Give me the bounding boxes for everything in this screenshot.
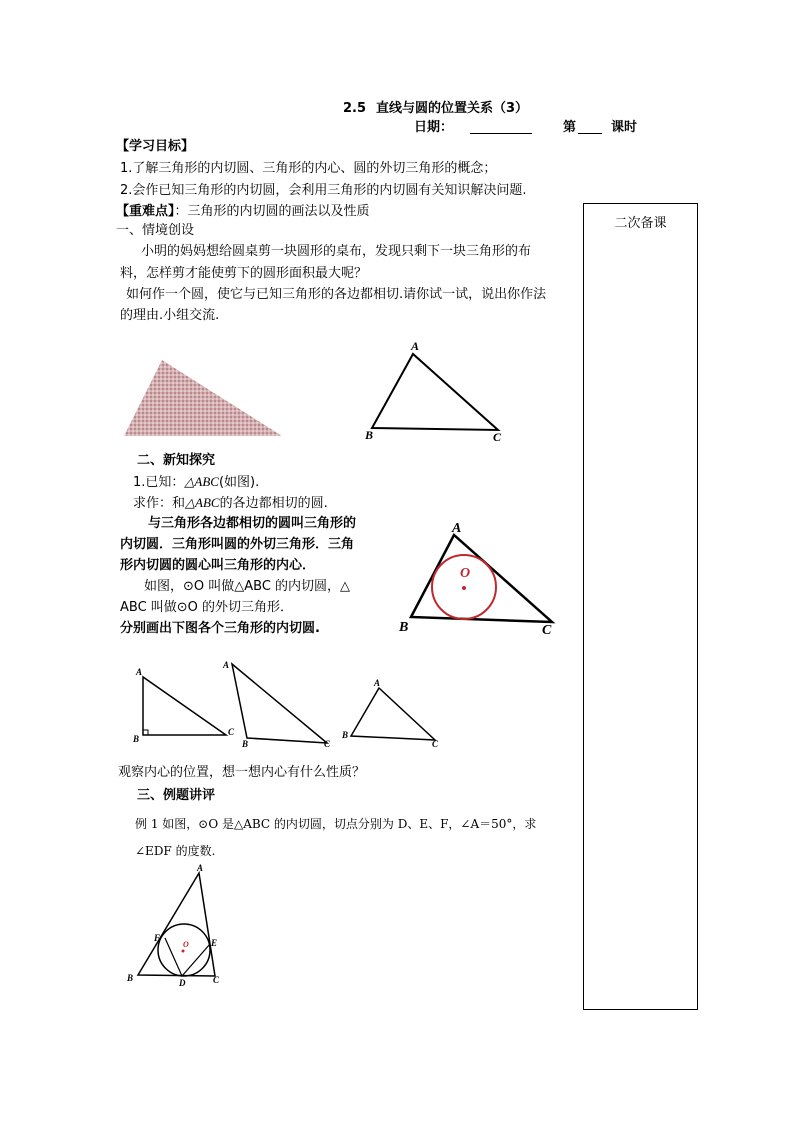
ex1-label-a: A bbox=[197, 863, 204, 873]
incircle-figure bbox=[390, 516, 565, 640]
practice-2-label-a: A bbox=[223, 660, 230, 670]
practice-triangle-2 bbox=[218, 655, 338, 749]
practice-triangle-2-outline bbox=[232, 664, 327, 743]
ex1-label-e: E bbox=[211, 938, 218, 948]
vertex-label-c-2: C bbox=[542, 623, 552, 638]
section-number: 2.5 bbox=[343, 101, 367, 116]
section1-heading: 一、情境创设 bbox=[116, 223, 195, 238]
practice-triangle-3-outline bbox=[351, 688, 435, 740]
period-prefix: 第 bbox=[563, 120, 577, 135]
second-lesson-prep-box bbox=[583, 203, 698, 1010]
practice-2-label-c: C bbox=[324, 739, 331, 749]
date-label: 日期： bbox=[414, 120, 454, 135]
observe-question: 观察内心的位置，想一想内心有什么性质？ bbox=[118, 765, 366, 780]
find-line bbox=[133, 494, 328, 513]
practice-3-label-c: C bbox=[432, 739, 439, 749]
triangle-abc-outline-1 bbox=[372, 354, 498, 430]
objective-item-2: 2.会作已知三角形的内切圆，会利用三角形的内切圆有关知识解决问题. bbox=[120, 183, 527, 198]
practice-1-label-a: A bbox=[136, 667, 143, 677]
given-prefix: 1.已知： bbox=[133, 475, 185, 490]
given-line bbox=[133, 473, 259, 492]
definition-line-3: 形内切圆的圆心叫三角形的内心． bbox=[120, 558, 316, 573]
vertex-label-b-2: B bbox=[399, 620, 409, 635]
example-line-1: 如图，⊙O 叫做△ABC 的内切圆，△ bbox=[144, 579, 351, 594]
practice-3-label-b: B bbox=[342, 730, 349, 740]
ex1-label-f: F bbox=[154, 933, 161, 943]
page-title: 直线与圆的位置关系（3） bbox=[376, 101, 529, 116]
ex1-label-b: B bbox=[127, 973, 134, 983]
period-suffix: 课时 bbox=[611, 120, 638, 135]
example1-line-2: ∠EDF 的度数. bbox=[135, 844, 216, 858]
definition-line-1: 与三角形各边都相切的圆叫三角形的 bbox=[148, 516, 357, 531]
incenter-dot bbox=[462, 586, 466, 590]
example1-figure bbox=[125, 862, 230, 992]
find-suffix: 的各边都相切的圆. bbox=[219, 496, 328, 511]
example1-center-dot bbox=[182, 950, 185, 953]
cloth-triangle-shape bbox=[124, 360, 282, 436]
practice-3-label-a: A bbox=[374, 678, 381, 688]
vertex-label-a-1: A bbox=[411, 339, 420, 353]
section1-para1-line1: 小明的妈妈想给圆桌剪一块圆形的桌布，发现只剩下一块三角形的布 bbox=[141, 244, 532, 259]
key-points-label: 【重难点】 bbox=[116, 204, 175, 219]
ex1-label-o: O bbox=[183, 940, 189, 949]
given-suffix: (如图). bbox=[218, 475, 260, 490]
key-points-text: ：三角形的内切圆的画法以及性质 bbox=[174, 204, 370, 219]
triangle-abc-figure-1 bbox=[360, 338, 520, 448]
objectives-heading: 【学习目标】 bbox=[116, 139, 195, 154]
vertex-label-b-1: B bbox=[365, 428, 374, 442]
example1-line-1: 例 1 如图，⊙O 是△ABC 的内切圆，切点分别为 D、E、F，∠A＝50°，求 bbox=[135, 817, 537, 831]
vertex-label-a-2: A bbox=[452, 521, 462, 536]
practice-1-label-c: C bbox=[228, 727, 235, 737]
side-box-title: 二次备课 bbox=[614, 216, 667, 231]
objective-item-1: 1.了解三角形的内切圆、三角形的内心、圆的外切三角形的概念； bbox=[120, 161, 497, 176]
given-triangle: △ABC bbox=[184, 474, 219, 489]
practice-triangle-3 bbox=[340, 676, 450, 752]
incenter-label-o: O bbox=[460, 566, 471, 581]
section1-para2-line1: 如何作一个圆，使它与已知三角形的各边都相切.请你试一试，说出你作法 bbox=[126, 287, 547, 302]
section1-para1-line2: 料，怎样剪才能使剪下的圆形面积最大呢？ bbox=[120, 266, 368, 281]
find-prefix: 求作：和 bbox=[133, 496, 186, 511]
key-points bbox=[116, 203, 370, 221]
triangle-cloth-image bbox=[118, 356, 288, 440]
practice-triangle-1-outline bbox=[143, 677, 226, 735]
date-blank[interactable] bbox=[470, 119, 532, 134]
section1-para2-line2: 的理由.小组交流. bbox=[120, 308, 220, 323]
definition-line-2: 内切圆．三角形叫圆的外切三角形．三角 bbox=[120, 537, 355, 552]
section2-heading: 二、新知探究 bbox=[137, 453, 216, 468]
section3-heading: 三、例题讲评 bbox=[137, 788, 216, 803]
practice-1-label-b: B bbox=[133, 734, 140, 744]
example-line-2: ABC 叫做⊙O 的外切三角形． bbox=[120, 600, 294, 615]
ex1-label-d: D bbox=[179, 978, 186, 988]
period-blank[interactable] bbox=[578, 119, 602, 134]
task-line: 分别画出下图各个三角形的内切圆. bbox=[120, 621, 320, 636]
practice-2-label-b: B bbox=[242, 739, 249, 749]
vertex-label-c-1: C bbox=[493, 430, 502, 444]
ex1-label-c: C bbox=[213, 975, 220, 985]
find-triangle: △ABC bbox=[185, 495, 220, 510]
